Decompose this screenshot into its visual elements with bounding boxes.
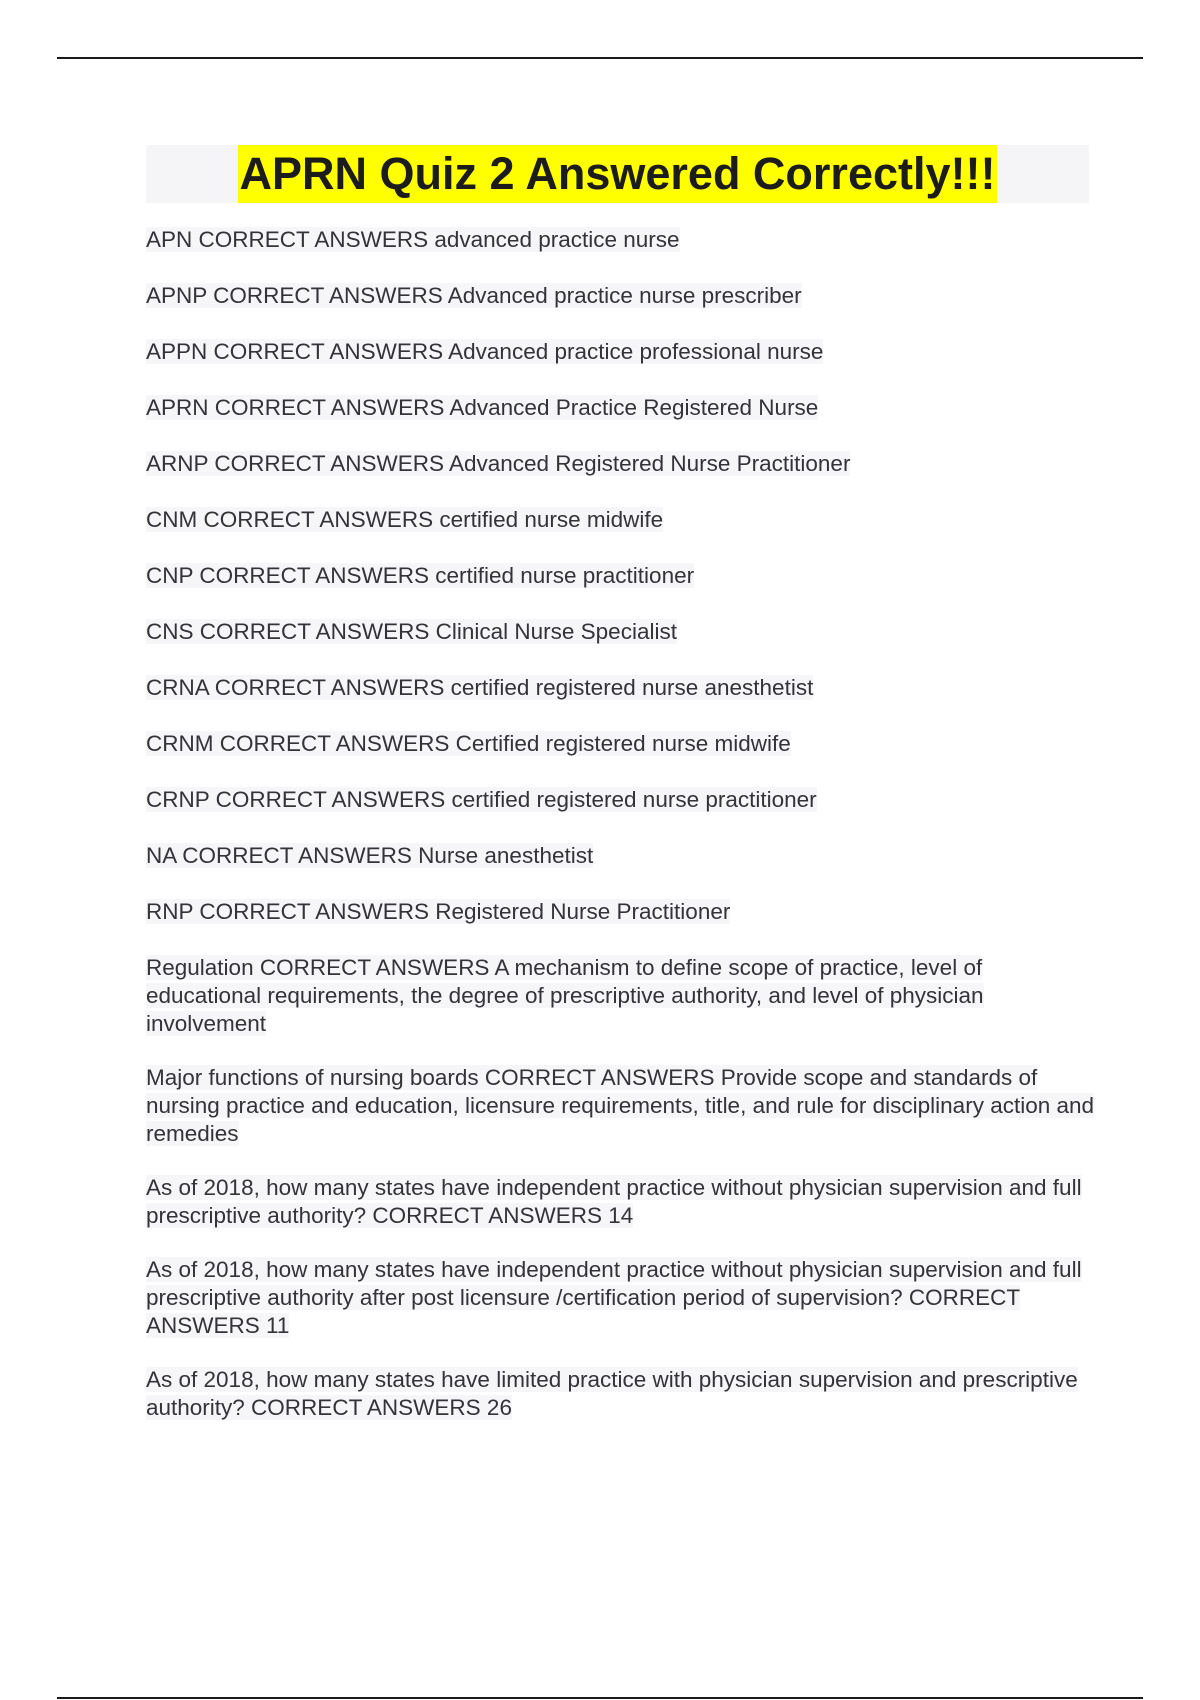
qa-entry: As of 2018, how many states have independent practice without physician supervision and full prescriptive authority after post licensure /certification period of supervision? CORRECT ANSWERS 11 bbox=[146, 1257, 1082, 1338]
qa-entry: Regulation CORRECT ANSWERS A mechanism to define scope of practice, level of educational requirements, the degree of prescriptive authority, and level of physician involvement bbox=[146, 955, 984, 1036]
qa-entry: CNS CORRECT ANSWERS Clinical Nurse Specialist bbox=[146, 619, 677, 644]
qa-entry: APPN CORRECT ANSWERS Advanced practice professional nurse bbox=[146, 339, 824, 364]
qa-entry: CRNP CORRECT ANSWERS certified registered nurse practitioner bbox=[146, 787, 817, 812]
qa-entry: APRN CORRECT ANSWERS Advanced Practice Registered Nurse bbox=[146, 395, 819, 420]
qa-entry: NA CORRECT ANSWERS Nurse anesthetist bbox=[146, 843, 594, 868]
qa-entry: CNP CORRECT ANSWERS certified nurse practitioner bbox=[146, 563, 695, 588]
qa-entry: CRNA CORRECT ANSWERS certified registered nurse anesthetist bbox=[146, 675, 814, 700]
qa-entry: APN CORRECT ANSWERS advanced practice nurse bbox=[146, 227, 680, 252]
qa-entry: As of 2018, how many states have independent practice without physician supervision and full prescriptive authority? CORRECT ANSWERS 14 bbox=[146, 1175, 1082, 1228]
qa-entry: APNP CORRECT ANSWERS Advanced practice nurse prescriber bbox=[146, 283, 802, 308]
qa-entry: ARNP CORRECT ANSWERS Advanced Registered Nurse Practitioner bbox=[146, 451, 851, 476]
title-bar bbox=[146, 145, 1089, 203]
qa-entry: As of 2018, how many states have limited practice with physician supervision and prescriptive authority? CORRECT ANSWERS 26 bbox=[146, 1367, 1078, 1420]
qa-entry: RNP CORRECT ANSWERS Registered Nurse Practitioner bbox=[146, 899, 731, 924]
qa-entry: Major functions of nursing boards CORRECT ANSWERS Provide scope and standards of nursing practice and education, licensure requirements, title, and rule for disciplinary action and remedies bbox=[146, 1065, 1095, 1146]
header-rule bbox=[57, 57, 1143, 59]
qa-entry: CRNM CORRECT ANSWERS Certified registered nurse midwife bbox=[146, 731, 791, 756]
qa-entry: CNM CORRECT ANSWERS certified nurse midwife bbox=[146, 507, 664, 532]
document-title: APRN Quiz 2 Answered Correctly!!! bbox=[238, 145, 998, 203]
qa-list bbox=[146, 226, 1096, 1448]
footer-rule bbox=[57, 1697, 1143, 1699]
